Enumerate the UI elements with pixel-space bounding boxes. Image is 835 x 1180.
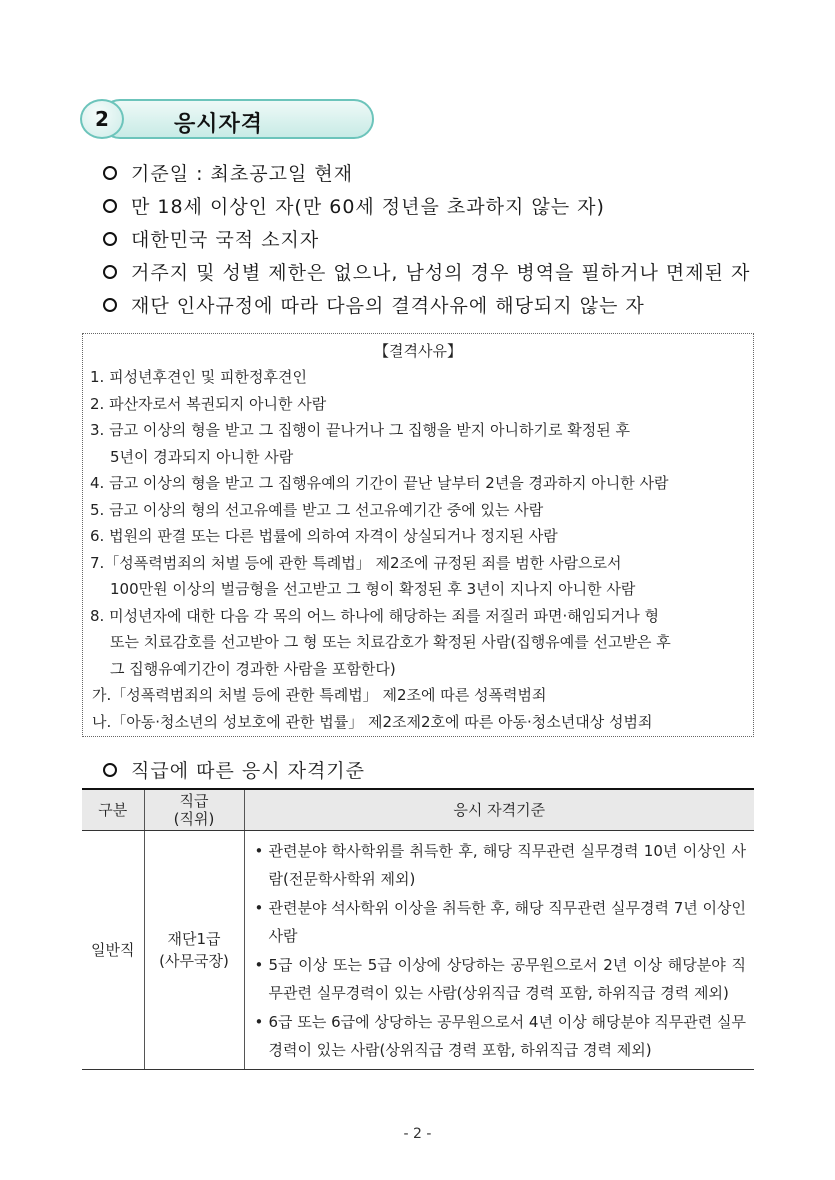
circle-bullet-icon (103, 265, 117, 279)
criteria-item: • 관련분야 석사학위 이상을 취득한 후, 해당 직무관련 실무경력 7년 이상인 사람 (254, 898, 746, 945)
circle-bullet-icon (103, 166, 117, 180)
criteria-item: • 6급 또는 6급에 상당하는 공무원으로서 4년 이상 해당분야 직무관련 실무경력이 있는 사람(상위직급 경력 포함, 하위직급 경력 제외) (254, 1012, 746, 1059)
cell-criteria (244, 830, 754, 1069)
disqualification-line: 1. 피성년후견인 및 피한정후견인 (90, 368, 307, 386)
eligibility-bullet-list (103, 156, 783, 321)
disqualification-list (83, 364, 753, 735)
disqualification-box (82, 333, 754, 737)
disqualification-line: 8. 미성년자에 대한 다음 각 목의 어느 하나에 해당하는 죄를 저질러 파면·해임되거나 형 (90, 606, 659, 625)
disqualification-sub-line: 나.「아동·청소년의 성보호에 관한 법률」 제2조제2호에 따른 아동·청소년대상 성범죄 (92, 712, 653, 731)
disqualification-line: 3. 금고 이상의 형을 받고 그 집행이 끝나거나 그 집행을 받지 아니하기로 확정된 후 (90, 421, 630, 439)
cell-grade: 재단1급 (사무국장) (144, 830, 244, 1069)
section-title-banner (100, 99, 374, 139)
disqualification-line: 또는 치료감호를 선고받아 그 형 또는 치료감호가 확정된 사람(집행유예를 선고받은 후 (110, 633, 671, 651)
header-grade: 직급 (직위) (144, 789, 244, 830)
disqualification-line: 6. 법원의 판결 또는 다른 법률에 의하여 자격이 상실되거나 정지된 사람 (90, 527, 558, 545)
disqualification-sub-line: 가.「성폭력범죄의 처벌 등에 관한 특례법」 제2조에 따른 성폭력범죄 (92, 686, 547, 704)
header-category: 구분 (82, 789, 144, 830)
bullet-item: 기준일 : 최초공고일 현재 (103, 156, 783, 189)
bullet-item: 거주지 및 성별 제한은 없으나, 남성의 경우 병역을 필하거나 면제된 자 (103, 255, 783, 288)
bullet-item: 만 18세 이상인 자(만 60세 정년을 초과하지 않는 자) (103, 189, 783, 222)
table-row (82, 830, 754, 1069)
disqualification-line: 7.「성폭력범죄의 처벌 등에 관한 특례법」 제2조에 규정된 죄를 범한 사람으로서 (90, 553, 622, 572)
table-header-row (82, 789, 754, 830)
bullet-item: 대한민국 국적 소지자 (103, 222, 783, 255)
section-title: 응시자격 (174, 112, 264, 137)
header-criteria: 응시 자격기준 (244, 789, 754, 830)
circle-bullet-icon (103, 232, 117, 246)
criteria-item: • 관련분야 학사학위를 취득한 후, 해당 직무관련 실무경력 10년 이상인 사람(전문학사학위 제외) (254, 841, 746, 888)
qualification-table (82, 788, 754, 1070)
bullet-item: 재단 인사규정에 따라 다음의 결격사유에 해당되지 않는 자 (103, 288, 783, 321)
cell-category: 일반직 (82, 830, 144, 1069)
circle-bullet-icon (103, 763, 117, 777)
disqualification-line: 그 집행유예기간이 경과한 사람을 포함한다) (110, 659, 396, 678)
disqualification-title: 【결격사유】 (374, 342, 462, 360)
section-header (80, 97, 376, 141)
page-number: - 2 - (403, 1126, 432, 1142)
disqualification-line: 5년이 경과되지 아니한 사람 (110, 447, 294, 466)
disqualification-line: 4. 금고 이상의 형을 받고 그 집행유예의 기간이 끝난 날부터 2년을 경과하지 아니한 사람 (90, 474, 669, 492)
criteria-item: • 5급 이상 또는 5급 이상에 상당하는 공무원으로서 2년 이상 해당분야 직무관련 실무경력이 있는 사람(상위직급 경력 포함, 하위직급 경력 제외) (254, 955, 746, 1002)
circle-bullet-icon (103, 298, 117, 312)
disqualification-line: 2. 파산자로서 복권되지 아니한 사람 (90, 394, 327, 413)
circle-bullet-icon (103, 199, 117, 213)
disqualification-line: 100만원 이상의 벌금형을 선고받고 그 형이 확정된 후 3년이 지나지 아니한 사람 (110, 580, 636, 598)
table-heading: 직급에 따른 응시 자격기준 (103, 756, 365, 783)
section-number-badge: 2 (80, 99, 124, 139)
disqualification-line: 5. 금고 이상의 형의 선고유예를 받고 그 선고유예기간 중에 있는 사람 (90, 500, 544, 519)
